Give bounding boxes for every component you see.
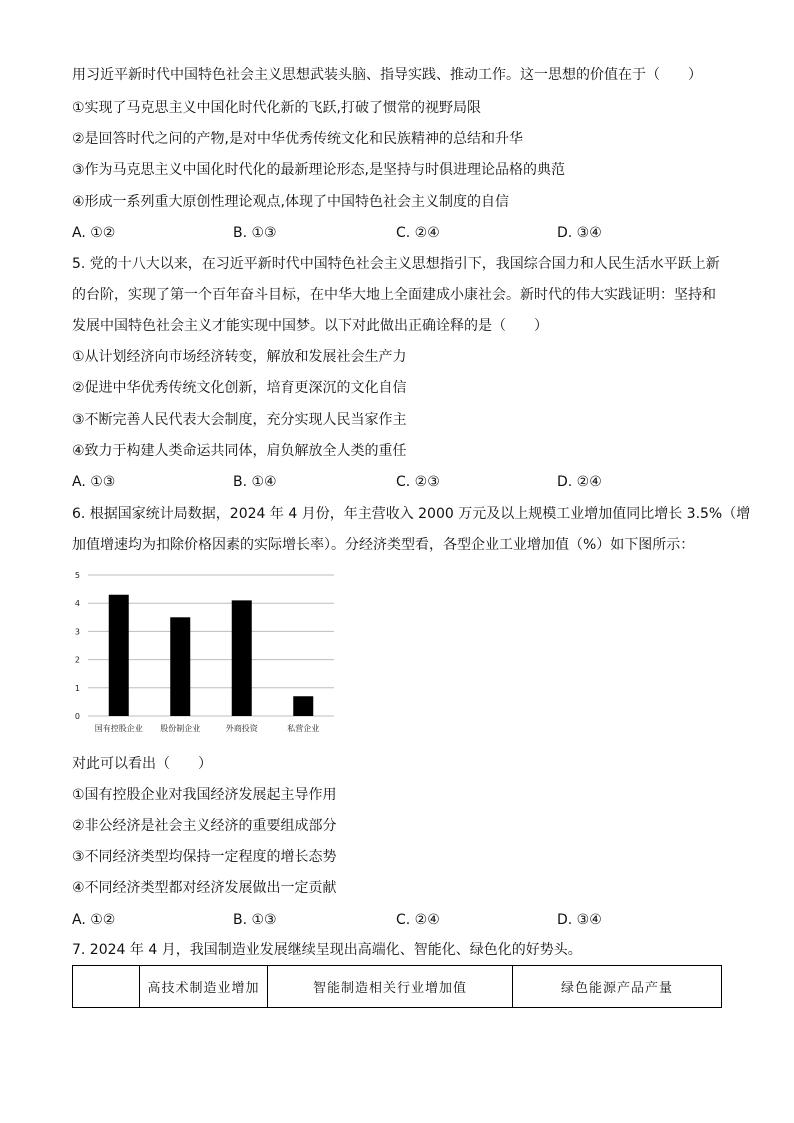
y-tick-label: 2 — [74, 655, 80, 665]
bar-1 — [170, 617, 190, 716]
q6-item-1: ①国有控股企业对我国经济发展起主导作用 — [72, 787, 337, 803]
chart-y-ticks — [75, 571, 80, 721]
table-header-cell: 绿色能源产品产量 — [513, 966, 722, 1008]
q6-option-a: A. ①② — [72, 912, 116, 928]
q6-option-c: C. ②④ — [396, 912, 440, 928]
q5-item-2: ②促进中华优秀传统文化创新，培育更深沉的文化自信 — [72, 380, 407, 396]
bar-2 — [232, 600, 252, 716]
q4-item-3: ③作为马克思主义中国化时代化的最新理论形态,是坚持与时俱进理论品格的典范 — [72, 162, 565, 178]
table-row — [73, 966, 722, 1008]
table-header-cell: 智能制造相关行业增加值 — [268, 966, 513, 1008]
q5-stem-line-2: 的台阶，实现了第一个百年奋斗目标，在中华大地上全面建成小康社会。新时代的伟大实践证明：坚持和 — [72, 287, 716, 303]
chart-bars — [109, 595, 314, 716]
x-tick-label: 国有控股企业 — [94, 724, 143, 733]
bar-0 — [109, 595, 129, 716]
q6-item-2: ②非公经济是社会主义经济的重要组成部分 — [72, 818, 337, 834]
q5-stem-line-1: 5. 党的十八大以来，在习近平新时代中国特色社会主义思想指引下，我国综合国力和人民生活水平跃上新 — [72, 256, 720, 272]
x-tick-label: 外商投资 — [225, 724, 258, 733]
q4-item-4: ④形成一系列重大原创性理论观点,体现了中国特色社会主义制度的自信 — [72, 194, 509, 210]
q4-option-b: B. ①③ — [233, 225, 277, 241]
q5-option-a: A. ①③ — [72, 474, 116, 490]
x-tick-label: 私营企业 — [287, 724, 320, 733]
q6-stem-line-2: 加值增速均为扣除价格因素的实际增长率）。分经济类型看，各型企业工业增加值（%）如下图所示： — [72, 537, 695, 553]
q4-option-a: A. ①② — [72, 225, 116, 241]
table-header-cell — [73, 966, 140, 1008]
y-tick-label: 1 — [74, 683, 80, 693]
q6-item-3: ③不同经济类型均保持一定程度的增长态势 — [72, 849, 337, 865]
q5-item-4: ④致力于构建人类命运共同体，肩负解放全人类的重任 — [72, 443, 407, 459]
q4-item-2: ②是回答时代之问的产物,是对中华优秀传统文化和民族精神的总结和升华 — [72, 131, 523, 147]
chart-x-ticks — [95, 723, 320, 733]
q5-item-1: ①从计划经济向市场经济转变，解放和发展社会生产力 — [72, 349, 407, 365]
y-tick-label: 3 — [74, 627, 80, 637]
q4-option-d: D. ③④ — [557, 225, 602, 241]
q5-option-c: C. ②③ — [396, 474, 440, 490]
q4-option-c: C. ②④ — [396, 225, 440, 241]
q6-stem-line-1: 6. 根据国家统计局数据，2024 年 4 月份，年主营收入 2000 万元及以上规模工业增加值同比增长 3.5%（增 — [72, 506, 751, 522]
x-tick-label: 股份制企业 — [160, 724, 201, 733]
q6-option-b: B. ①③ — [233, 912, 277, 928]
q5-item-3: ③不断完善人民代表大会制度，充分实现人民当家作主 — [72, 412, 407, 428]
y-tick-label: 0 — [74, 712, 80, 721]
q6-option-d: D. ③④ — [557, 912, 602, 928]
q5-option-d: D. ②④ — [557, 474, 602, 490]
y-tick-label: 5 — [74, 571, 80, 580]
q6-after-text: 对此可以看出（ ） — [72, 756, 212, 772]
table-header-cell: 高技术制造业增加 — [140, 966, 268, 1008]
bar-3 — [293, 696, 313, 716]
q7-stem: 7. 2024 年 4 月，我国制造业发展继续呈现出高端化、智能化、绿色化的好势头。 — [72, 942, 582, 958]
y-tick-label: 4 — [74, 599, 80, 609]
q7-table — [72, 965, 722, 1008]
q5-stem-line-3: 发展中国特色社会主义才能实现中国梦。以下对此做出正确诠释的是（ ） — [72, 318, 548, 334]
q6-item-4: ④不同经济类型都对经济发展做出一定贡献 — [72, 880, 337, 896]
q4-stem: 用习近平新时代中国特色社会主义思想武装头脑、指导实践、推动工作。这一思想的价值在于（ ） — [72, 67, 702, 83]
bar-chart — [60, 566, 350, 741]
q4-item-1: ①实现了马克思主义中国化时代化新的飞跃,打破了惯常的视野局限 — [72, 100, 481, 116]
q5-option-b: B. ①④ — [233, 474, 277, 490]
